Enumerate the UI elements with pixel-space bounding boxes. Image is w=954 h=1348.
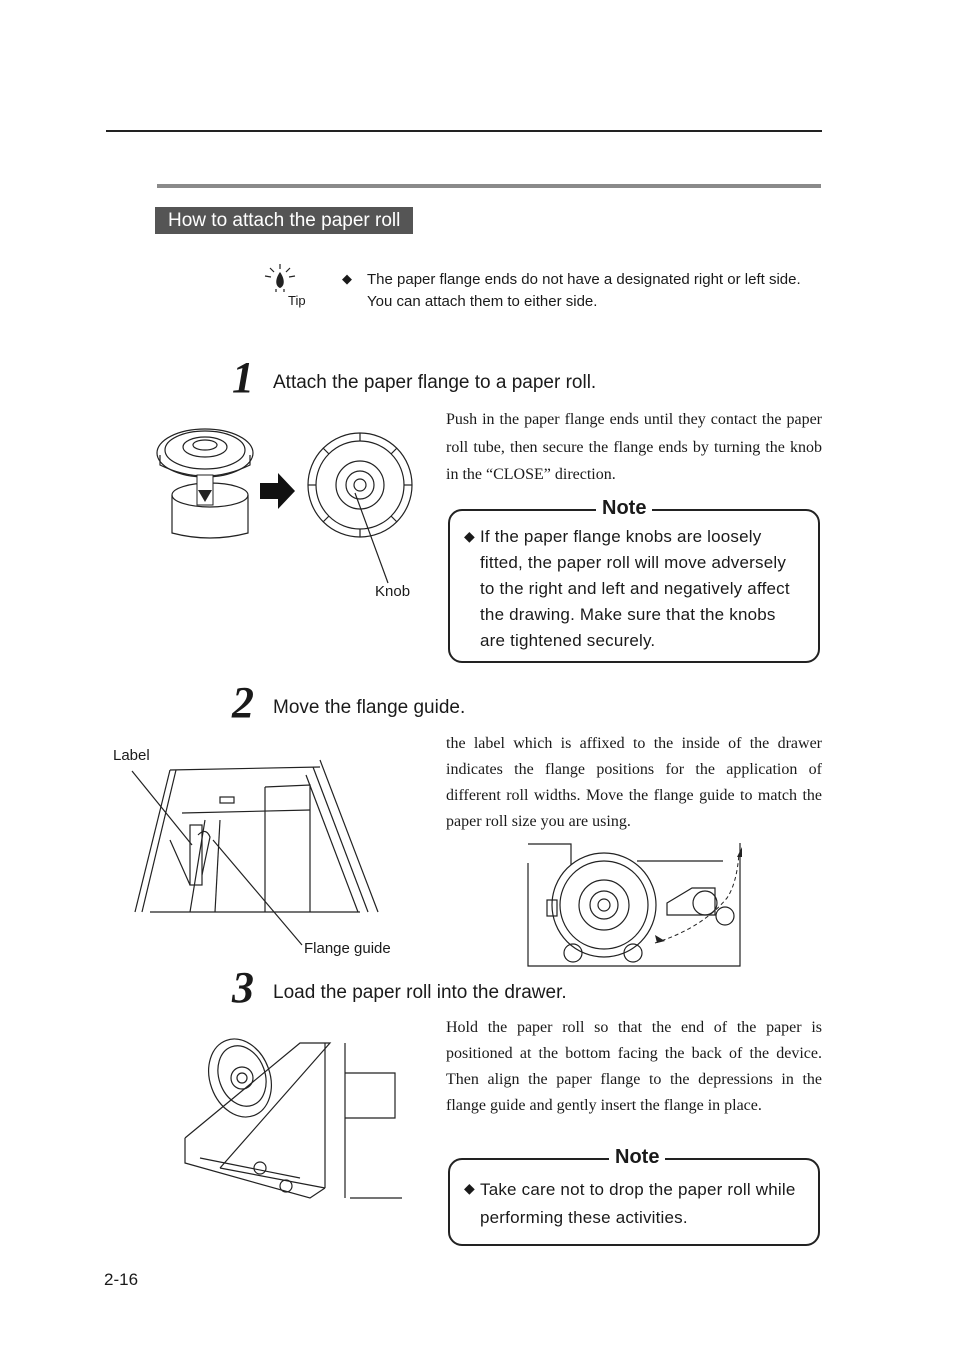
step-2-body: the label which is affixed to the inside of the drawer indicates the flange positions for the application of different roll widths. Move the flange guide to match the paper roll size you are using. — [446, 735, 822, 830]
step-3-body: Hold the paper roll so that the end of the paper is positioned at the bottom facing the back of the device. Then align the paper flange to the depressions in the flange guide and gently insert the flange in place. — [446, 1019, 822, 1114]
note-1-diamond: ◆ — [464, 528, 475, 544]
note-2-diamond: ◆ — [464, 1180, 475, 1196]
step-2-title: Move the flange guide. — [273, 697, 466, 718]
section-title: How to attach the paper roll — [155, 207, 413, 234]
note-2-text: Take care not to drop the paper roll while performing these activities. — [480, 1180, 796, 1227]
step-1-number: 1 — [232, 353, 254, 402]
step-2-number: 2 — [232, 678, 254, 727]
note-1-text: If the paper flange knobs are loosely fitted, the paper roll will move adversely to the right and left and negatively affect the drawing. Make sure that the knobs are tightened securely. — [480, 527, 790, 650]
tip-bullet-diamond: ◆ — [342, 271, 352, 286]
lightbulb-tip-icon — [260, 262, 320, 292]
flange-guide-position-diagram — [527, 843, 742, 969]
step-3-title: Load the paper roll into the drawer. — [273, 982, 567, 1003]
tip-block — [260, 262, 320, 312]
page-number: 2-16 — [104, 1270, 139, 1289]
drawer-flange-guide-illustration — [110, 755, 410, 955]
step-3-number: 3 — [232, 963, 254, 1012]
load-roll-illustration — [180, 1038, 405, 1208]
tip-label: Tip — [288, 293, 306, 308]
top-rule — [106, 130, 822, 132]
note-2-label: Note — [609, 1145, 665, 1169]
step-2-caption-label: Label — [113, 747, 150, 764]
step-2-caption-flange-guide: Flange guide — [304, 940, 391, 957]
note-1-label: Note — [596, 496, 652, 520]
step-1-caption-knob: Knob — [375, 583, 411, 600]
step-1-body: Push in the paper flange ends until they contact the paper roll tube, then secure the flange ends by turning the knob in the “CLOSE” direction. — [446, 411, 822, 483]
step-1-title: Attach the paper flange to a paper roll. — [273, 372, 597, 393]
tip-text: The paper flange ends do not have a designated right or left side. You can attach them to either side. — [367, 271, 801, 310]
section-rule — [157, 184, 821, 188]
